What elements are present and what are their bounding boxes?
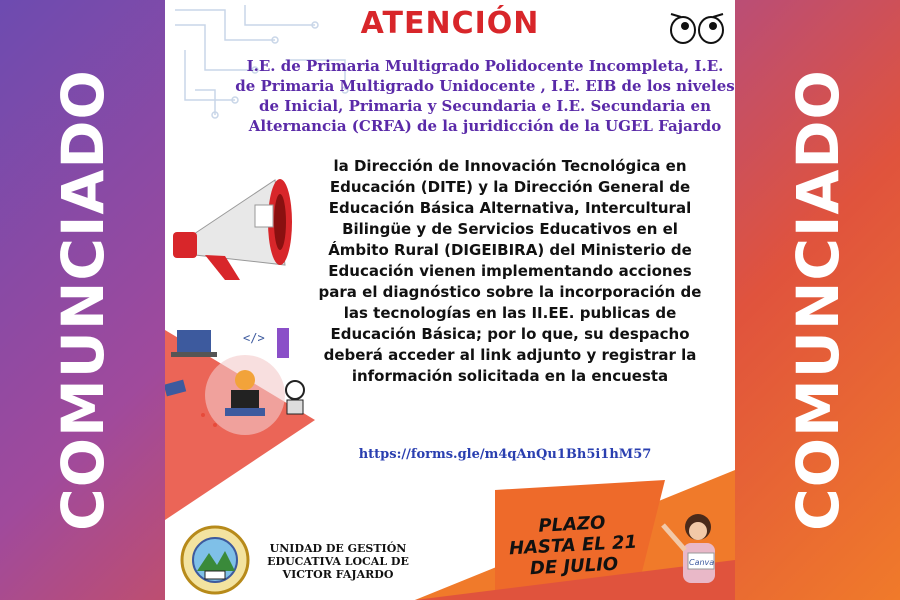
notice-card bbox=[165, 0, 735, 600]
side-banner-right bbox=[735, 0, 900, 600]
megaphone-icon bbox=[165, 170, 305, 280]
side-banner-left-text: COMUNCIADO bbox=[48, 69, 117, 531]
side-banner-left bbox=[0, 0, 165, 600]
deadline-badge bbox=[496, 510, 649, 581]
side-banner-right-text: COMUNCIADO bbox=[783, 69, 852, 531]
deadline-line-3: DE JULIO bbox=[529, 553, 619, 580]
canva-label: Canva bbox=[689, 558, 715, 567]
organization-name bbox=[263, 542, 413, 581]
organization-line-2: EDUCATIVA LOCAL DE bbox=[267, 555, 409, 568]
deadline-line-2: HASTA EL 21 bbox=[508, 531, 638, 560]
technology-illustration-icon bbox=[165, 320, 315, 440]
eyes-emoji-icon bbox=[667, 8, 727, 48]
ugel-seal-logo bbox=[175, 525, 255, 595]
notice-body: la Dirección de Innovación Tecnológica en Educación (DITE) y la Dirección General de Educación Básica Alternativa, Intercultural Bilingüe y de Servicios Educativos en el Ámbito Rural (DIGEIBIRA) del Ministerio de Educación vienen implementando acciones para el diagnóstico sobre la incorporación de las tecnologías en las II.EE. publicas de Educación Básica; por lo que, su despacho deberá acceder al link adjunto y registrar la información solicitada en la encuesta bbox=[318, 157, 702, 385]
page-title: ATENCIÓN bbox=[360, 6, 540, 41]
deadline-line-1: PLAZO bbox=[537, 512, 606, 537]
addressees-subtitle: I.E. de Primaria Multigrado Polidocente Incompleta, I.E. de Primaria Multigrado Unidocente , I.E. EIB de los niveles de Inicial, Primaria y Secundaria e I.E. Secundaria en Alternancia (CRFA) de la juridicción de la UGEL Fajardo bbox=[235, 57, 735, 135]
woman-pointing-illustration-icon bbox=[653, 505, 733, 600]
survey-link[interactable]: https://forms.gle/m4qAnQu1Bh5i1hM57 bbox=[358, 447, 652, 462]
organization-line-1: UNIDAD DE GESTIÓN bbox=[269, 542, 407, 555]
organization-line-3: VICTOR FAJARDO bbox=[282, 568, 394, 581]
svg-text:</>: </> bbox=[243, 331, 265, 345]
